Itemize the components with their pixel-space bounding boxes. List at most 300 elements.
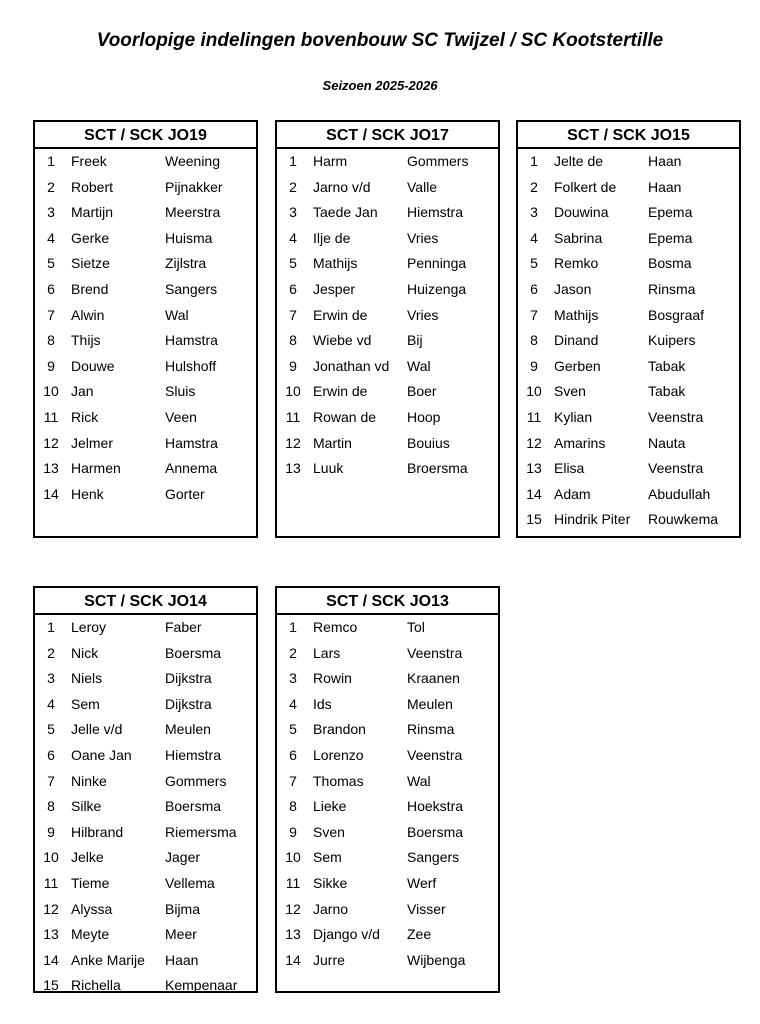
player-last-name: Veenstra [407, 746, 463, 763]
player-first-name: Alyssa [71, 900, 113, 917]
team-table-jo14 [33, 586, 258, 993]
player-number: 14 [43, 951, 59, 968]
player-row [35, 328, 256, 354]
player-first-name: Harm [313, 153, 348, 169]
player-first-name: Douwina [554, 204, 609, 221]
player-last-name: Riemersma [165, 823, 237, 840]
player-first-name: Meyte [71, 926, 110, 943]
player-number: 5 [289, 255, 297, 272]
player-row [35, 717, 256, 743]
player-row [35, 431, 256, 457]
player-row [518, 303, 739, 329]
player-first-name: Gerke [71, 229, 110, 246]
player-row [277, 743, 498, 769]
player-number: 11 [285, 408, 301, 425]
player-number: 1 [289, 619, 297, 635]
player-row [35, 897, 256, 923]
player-first-name: Hilbrand [71, 823, 124, 840]
player-first-name: Mathijs [313, 255, 358, 272]
player-first-name: Rowin [313, 670, 352, 687]
player-first-name: Freek [71, 153, 107, 169]
player-number: 4 [289, 695, 297, 712]
player-row [518, 405, 739, 431]
player-last-name: Annema [165, 460, 218, 477]
player-first-name: Thijs [71, 332, 101, 349]
player-last-name: Veen [165, 408, 197, 425]
player-row [277, 354, 498, 380]
player-last-name: Nauta [648, 434, 686, 451]
player-number: 11 [285, 874, 301, 891]
player-list [277, 615, 498, 973]
player-row [35, 277, 256, 303]
player-last-name: Haan [648, 153, 682, 169]
player-last-name: Abudullah [648, 485, 711, 502]
player-row [277, 641, 498, 667]
player-number: 8 [47, 332, 55, 349]
player-last-name: Sangers [165, 280, 218, 297]
player-row [277, 794, 498, 820]
player-row [277, 692, 498, 718]
player-number: 10 [285, 849, 301, 866]
player-last-name: Hiemstra [407, 204, 464, 221]
player-row [277, 897, 498, 923]
player-last-name: Hoekstra [407, 798, 464, 815]
player-number: 1 [530, 153, 538, 169]
player-first-name: Martin [313, 434, 352, 451]
player-last-name: Hamstra [165, 332, 218, 349]
player-first-name: Sven [554, 383, 586, 400]
player-first-name: Oane Jan [71, 746, 132, 763]
player-first-name: Tieme [71, 874, 110, 891]
player-last-name: Pijnakker [165, 178, 223, 195]
player-last-name: Kempenaar [165, 977, 238, 994]
player-last-name: Boersma [407, 823, 464, 840]
player-first-name: Taede Jan [313, 204, 378, 221]
player-number: 3 [289, 670, 297, 687]
player-row [35, 226, 256, 252]
player-row [277, 769, 498, 795]
player-first-name: Jarno v/d [313, 178, 371, 195]
player-number: 4 [47, 695, 55, 712]
team-name: SCT / SCK JO19 [35, 122, 256, 149]
player-first-name: Lieke [313, 798, 347, 815]
player-row [35, 973, 256, 999]
player-first-name: Dinand [554, 332, 599, 349]
player-first-name: Erwin de [313, 306, 368, 323]
player-row [35, 820, 256, 846]
team-table-jo13 [275, 586, 500, 993]
player-list [35, 615, 256, 999]
player-first-name: Luuk [313, 460, 344, 477]
player-first-name: Jarno [313, 900, 349, 917]
player-row [518, 482, 739, 508]
player-first-name: Sem [313, 849, 342, 866]
player-row [277, 666, 498, 692]
player-number: 10 [285, 383, 301, 400]
player-first-name: Sven [313, 823, 345, 840]
player-row [518, 251, 739, 277]
player-number: 6 [530, 280, 538, 297]
player-first-name: Harmen [71, 460, 121, 477]
player-last-name: Tol [407, 619, 425, 635]
player-last-name: Bij [407, 332, 423, 349]
player-last-name: Boersma [165, 644, 222, 661]
player-number: 13 [285, 460, 301, 477]
player-number: 2 [289, 178, 297, 195]
player-first-name: Henk [71, 485, 104, 502]
player-last-name: Hamstra [165, 434, 218, 451]
player-number: 7 [530, 306, 538, 323]
player-number: 11 [43, 874, 59, 891]
player-first-name: Elisa [554, 460, 585, 477]
player-number: 3 [289, 204, 297, 221]
player-number: 9 [289, 357, 297, 374]
player-first-name: Lorenzo [313, 746, 364, 763]
player-last-name: Boer [407, 383, 437, 400]
player-row [35, 743, 256, 769]
player-number: 6 [289, 280, 297, 297]
player-first-name: Sikke [313, 874, 348, 891]
player-first-name: Django v/d [313, 926, 380, 943]
player-row [35, 794, 256, 820]
team-table-jo15 [516, 120, 741, 538]
player-last-name: Faber [165, 619, 202, 635]
player-last-name: Wal [407, 357, 431, 374]
player-number: 12 [43, 434, 59, 451]
player-number: 9 [530, 357, 538, 374]
player-last-name: Epema [648, 229, 693, 246]
player-first-name: Ids [313, 695, 332, 712]
player-first-name: Ninke [71, 772, 107, 789]
player-first-name: Sietze [71, 255, 110, 272]
player-number: 4 [47, 229, 55, 246]
player-number: 6 [47, 280, 55, 297]
player-row [35, 692, 256, 718]
player-last-name: Veenstra [648, 460, 704, 477]
team-name: SCT / SCK JO13 [277, 588, 498, 615]
player-row [35, 405, 256, 431]
player-last-name: Rinsma [407, 721, 455, 738]
player-number: 5 [530, 255, 538, 272]
player-number: 1 [289, 153, 297, 169]
player-row [277, 277, 498, 303]
player-last-name: Hoop [407, 408, 441, 425]
player-last-name: Tabak [648, 357, 686, 374]
player-row [277, 251, 498, 277]
player-number: 11 [526, 408, 542, 425]
player-number: 6 [289, 746, 297, 763]
player-number: 13 [43, 926, 59, 943]
player-row [518, 456, 739, 482]
player-number: 14 [43, 485, 59, 502]
player-first-name: Sem [71, 695, 100, 712]
player-number: 7 [289, 772, 297, 789]
player-number: 13 [285, 926, 301, 943]
player-row [518, 277, 739, 303]
player-row [277, 948, 498, 974]
player-row [35, 354, 256, 380]
player-last-name: Jager [165, 849, 201, 866]
player-row [518, 379, 739, 405]
player-last-name: Valle [407, 178, 438, 195]
player-last-name: Visser [407, 900, 446, 917]
player-last-name: Hulshoff [165, 357, 217, 374]
player-row [35, 200, 256, 226]
player-first-name: Ilje de [313, 229, 351, 246]
player-last-name: Wijbenga [407, 951, 466, 968]
player-list [277, 149, 498, 482]
player-row [35, 769, 256, 795]
player-number: 3 [47, 204, 55, 221]
player-first-name: Jesper [313, 280, 356, 297]
player-row [518, 226, 739, 252]
player-number: 12 [43, 900, 59, 917]
player-row [35, 149, 256, 175]
player-last-name: Gommers [165, 772, 227, 789]
team-name: SCT / SCK JO14 [35, 588, 256, 615]
player-number: 2 [530, 178, 538, 195]
player-first-name: Jelte de [554, 153, 604, 169]
player-last-name: Kraanen [407, 670, 460, 687]
player-number: 8 [289, 332, 297, 349]
player-last-name: Boersma [165, 798, 222, 815]
player-row [518, 175, 739, 201]
player-row [35, 641, 256, 667]
player-first-name: Amarins [554, 434, 606, 451]
player-number: 12 [526, 434, 542, 451]
player-last-name: Dijkstra [165, 670, 212, 687]
player-row [518, 354, 739, 380]
player-last-name: Veenstra [648, 408, 704, 425]
player-last-name: Werf [407, 874, 437, 891]
player-last-name: Rouwkema [648, 511, 719, 528]
player-last-name: Meulen [165, 721, 211, 738]
player-row [277, 922, 498, 948]
player-row [277, 175, 498, 201]
player-number: 2 [47, 644, 55, 661]
player-number: 9 [289, 823, 297, 840]
player-last-name: Broersma [407, 460, 468, 477]
player-number: 8 [530, 332, 538, 349]
player-last-name: Huizenga [407, 280, 467, 297]
player-first-name: Sabrina [554, 229, 603, 246]
player-row [35, 845, 256, 871]
player-last-name: Zee [407, 926, 432, 943]
player-first-name: Erwin de [313, 383, 368, 400]
player-number: 4 [289, 229, 297, 246]
player-last-name: Meerstra [165, 204, 221, 221]
player-first-name: Jelmer [71, 434, 114, 451]
player-number: 10 [526, 383, 542, 400]
player-row [35, 303, 256, 329]
player-row [277, 871, 498, 897]
player-last-name: Bosma [648, 255, 692, 272]
season-subtitle: Seizoen 2025-2026 [322, 78, 438, 93]
player-last-name: Meulen [407, 695, 453, 712]
player-last-name: Wal [407, 772, 431, 789]
player-row [277, 845, 498, 871]
player-row [518, 431, 739, 457]
player-row [277, 405, 498, 431]
player-last-name: Gommers [407, 153, 469, 169]
player-last-name: Zijlstra [165, 255, 207, 272]
player-last-name: Vries [407, 306, 439, 323]
player-first-name: Remko [554, 255, 599, 272]
player-list [35, 149, 256, 507]
player-row [518, 507, 739, 533]
player-row [277, 200, 498, 226]
player-last-name: Hiemstra [165, 746, 222, 763]
player-last-name: Weening [165, 153, 221, 169]
player-row [35, 922, 256, 948]
player-row [518, 149, 739, 175]
player-number: 3 [47, 670, 55, 687]
player-number: 7 [47, 772, 55, 789]
player-number: 5 [289, 721, 297, 738]
player-number: 9 [47, 357, 55, 374]
player-first-name: Jonathan vd [313, 357, 390, 374]
player-row [35, 379, 256, 405]
player-number: 6 [47, 746, 55, 763]
player-number: 2 [47, 178, 55, 195]
player-first-name: Rowan de [313, 408, 377, 425]
player-number: 10 [43, 383, 59, 400]
player-first-name: Jelle v/d [71, 721, 123, 738]
player-row [277, 226, 498, 252]
player-number: 1 [47, 153, 55, 169]
player-number: 5 [47, 721, 55, 738]
player-first-name: Richella [71, 977, 121, 994]
player-last-name: Haan [648, 178, 682, 195]
player-first-name: Jelke [71, 849, 104, 866]
team-name: SCT / SCK JO15 [518, 122, 739, 149]
player-row [35, 615, 256, 641]
team-table-jo19 [33, 120, 258, 538]
player-number: 12 [285, 434, 301, 451]
player-number: 2 [289, 644, 297, 661]
player-row [277, 717, 498, 743]
team-table-jo17 [275, 120, 500, 538]
player-row [35, 456, 256, 482]
player-row [277, 820, 498, 846]
player-last-name: Bosgraaf [648, 306, 705, 323]
player-last-name: Wal [165, 306, 189, 323]
player-first-name: Brandon [313, 721, 366, 738]
player-last-name: Penninga [407, 255, 467, 272]
player-row [277, 456, 498, 482]
player-row [277, 303, 498, 329]
player-first-name: Jan [71, 383, 94, 400]
player-number: 13 [526, 460, 542, 477]
player-row [518, 328, 739, 354]
player-number: 3 [530, 204, 538, 221]
player-last-name: Kuipers [648, 332, 696, 349]
player-row [35, 251, 256, 277]
player-row [518, 200, 739, 226]
player-first-name: Silke [71, 798, 102, 815]
player-number: 10 [43, 849, 59, 866]
player-first-name: Jurre [313, 951, 345, 968]
player-number: 15 [526, 511, 542, 528]
player-first-name: Leroy [71, 619, 107, 635]
player-last-name: Vellema [165, 874, 215, 891]
player-number: 5 [47, 255, 55, 272]
player-number: 12 [285, 900, 301, 917]
player-list [518, 149, 739, 533]
player-first-name: Robert [71, 178, 114, 195]
player-last-name: Tabak [648, 383, 686, 400]
player-last-name: Sangers [407, 849, 460, 866]
player-first-name: Douwe [71, 357, 115, 374]
player-last-name: Vries [407, 229, 439, 246]
player-row [277, 379, 498, 405]
player-last-name: Veenstra [407, 644, 463, 661]
player-row [277, 149, 498, 175]
player-last-name: Dijkstra [165, 695, 212, 712]
player-number: 13 [43, 460, 59, 477]
player-first-name: Mathijs [554, 306, 599, 323]
player-first-name: Remco [313, 619, 358, 635]
player-first-name: Adam [554, 485, 591, 502]
player-first-name: Brend [71, 280, 109, 297]
player-first-name: Hindrik Piter [554, 511, 631, 528]
player-first-name: Gerben [554, 357, 601, 374]
player-number: 14 [285, 951, 301, 968]
player-number: 15 [43, 977, 59, 994]
player-number: 7 [47, 306, 55, 323]
player-first-name: Wiebe vd [313, 332, 372, 349]
player-number: 7 [289, 306, 297, 323]
player-row [35, 666, 256, 692]
player-first-name: Folkert de [554, 178, 617, 195]
player-number: 9 [47, 823, 55, 840]
player-first-name: Kylian [554, 408, 593, 425]
player-first-name: Martijn [71, 204, 114, 221]
player-row [35, 948, 256, 974]
player-row [277, 328, 498, 354]
player-last-name: Rinsma [648, 280, 696, 297]
player-last-name: Bouius [407, 434, 450, 451]
team-name: SCT / SCK JO17 [277, 122, 498, 149]
player-row [35, 482, 256, 508]
page-title: Voorlopige indelingen bovenbouw SC Twijzel / SC Kootstertille [96, 30, 664, 51]
player-last-name: Epema [648, 204, 693, 221]
player-number: 1 [47, 619, 55, 635]
player-last-name: Gorter [165, 485, 205, 502]
player-last-name: Meer [165, 926, 197, 943]
player-row [277, 431, 498, 457]
player-row [35, 871, 256, 897]
player-first-name: Anke Marije [71, 951, 145, 968]
player-first-name: Jason [554, 280, 592, 297]
player-row [277, 615, 498, 641]
player-number: 8 [289, 798, 297, 815]
player-first-name: Niels [71, 670, 103, 687]
player-number: 8 [47, 798, 55, 815]
player-number: 11 [43, 408, 59, 425]
player-row [35, 175, 256, 201]
player-first-name: Rick [71, 408, 99, 425]
player-number: 4 [530, 229, 538, 246]
player-first-name: Thomas [313, 772, 364, 789]
player-last-name: Haan [165, 951, 199, 968]
player-last-name: Bijma [165, 900, 201, 917]
player-last-name: Sluis [165, 383, 196, 400]
player-number: 14 [526, 485, 542, 502]
player-first-name: Nick [71, 644, 99, 661]
player-first-name: Lars [313, 644, 341, 661]
player-last-name: Huisma [165, 229, 213, 246]
